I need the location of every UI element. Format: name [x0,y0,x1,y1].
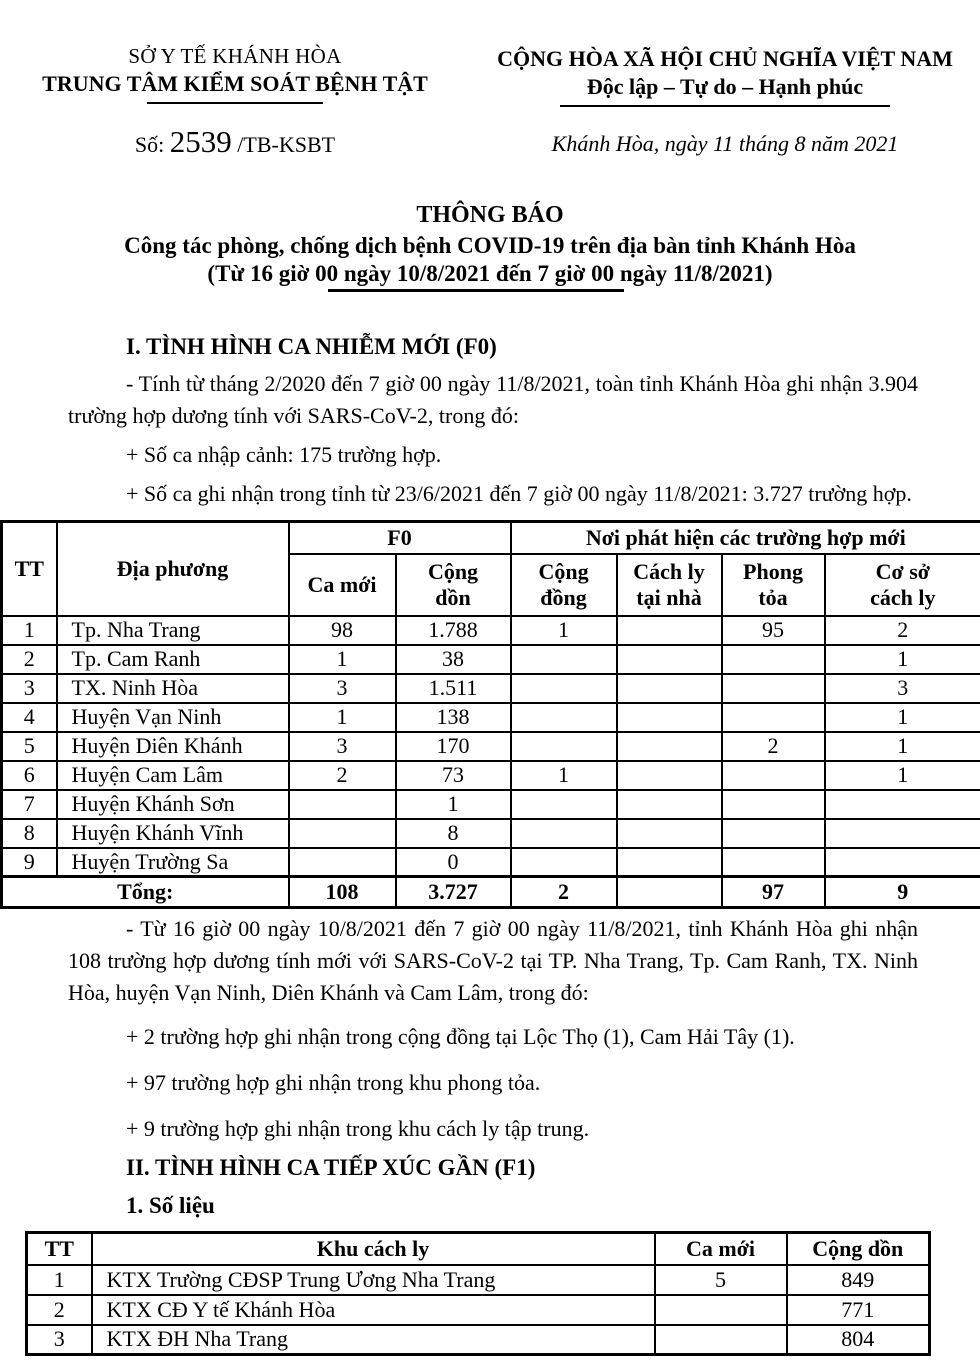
table-row [2,819,980,848]
cell-home [617,819,722,848]
t2-header-new: Ca mới [655,1233,787,1265]
document-number [0,124,470,160]
national-motto-line1: CỘNG HÒA XÃ HỘI CHỦ NGHĨA VIỆT NAM [497,46,953,71]
cell-new: 5 [655,1265,787,1295]
cell-home [617,674,722,703]
cell-district: Tp. Nha Trang [57,616,289,645]
cell-community [511,674,617,703]
section1-bullet4: + 97 trường hợp ghi nhận trong khu phong tỏa. [126,1070,541,1095]
cell-cumulative: 849 [787,1265,930,1295]
table-row [2,674,980,703]
cell-new: 3 [289,732,396,761]
cell-home [617,790,722,819]
table-row [2,645,980,674]
cell-home [617,703,722,732]
table-row [2,790,980,819]
t1-header-cumulative: Cộng dồn [396,554,511,616]
cell-district: TX. Ninh Hòa [57,674,289,703]
cell-home [617,616,722,645]
cell-community [511,732,617,761]
section1-paragraph1: - Tính từ tháng 2/2020 đến 7 giờ 00 ngày 11/8/2021, toàn tỉnh Khánh Hòa ghi nhận 3.904 trường hợp dương tính với SARS-CoV-2, trong đó: [68,371,918,428]
cell-cumulative: 804 [787,1325,930,1355]
cell-lockdown: 95 [722,616,825,645]
t1-header-f0-group: F0 [289,522,511,554]
cell-home [617,732,722,761]
f1-quarantine-table [25,1231,931,1356]
cell-district: Huyện Khánh Vĩnh [57,819,289,848]
cell-facility [825,790,980,819]
cell-new: 2 [289,761,396,790]
cell-cumulative: 1.511 [396,674,511,703]
section1-heading: I. TÌNH HÌNH CA NHIỄM MỚI (F0) [126,334,497,359]
section1-paragraph2: - Từ 16 giờ 00 ngày 10/8/2021 đến 7 giờ 00 ngày 11/8/2021, tỉnh Khánh Hòa ghi nhận 108 trường hợp dương tính mới với SARS-CoV-2 tại TP. Nha Trang, Tp. Cam Ranh, TX. Ninh Hòa, huyện Vạn Ninh, Diên Khánh và Cam Lâm, trong đó: [68,916,918,1005]
cell-facility: 1 [825,732,980,761]
cell-new: 1 [289,645,396,674]
cell-facility: 3 [825,674,980,703]
document-title [0,202,980,292]
cell-lockdown [722,674,825,703]
cell-community [511,703,617,732]
cell-lockdown [722,703,825,732]
section2-heading: II. TÌNH HÌNH CA TIẾP XÚC GẦN (F1) [126,1155,536,1180]
t1-header-district: Địa phương [57,522,289,616]
cell-district: Huyện Vạn Ninh [57,703,289,732]
cell-tt: 8 [2,819,57,848]
cell-community [511,645,617,674]
table-row [27,1325,930,1355]
cell-community [511,819,617,848]
cell-home [617,848,722,877]
title-line2: Công tác phòng, chống dịch bệnh COVID-19 trên địa bàn tỉnh Khánh Hòa [124,233,856,258]
total-cumulative: 3.727 [396,877,511,908]
t1-header-home: Cách ly tại nhà [617,554,722,616]
cell-new: 1 [289,703,396,732]
cell-facility: 2 [825,616,980,645]
section1-bullet5: + 9 trường hợp ghi nhận trong khu cách ly tập trung. [126,1116,590,1141]
table-row [2,616,980,645]
cell-tt: 5 [2,732,57,761]
cell-tt: 9 [2,848,57,877]
cell-district: Huyện Diên Khánh [57,732,289,761]
cell-lockdown [722,761,825,790]
t1-header-location-group: Nơi phát hiện các trường hợp mới [511,522,980,554]
issuing-org-block [0,44,470,160]
cell-new: 98 [289,616,396,645]
cell-zone: KTX CĐ Y tế Khánh Hòa [92,1295,655,1325]
cell-new: 3 [289,674,396,703]
doc-number-suffix: /TB-KSBT [237,132,336,157]
org-underline [147,102,323,104]
total-label: Tổng: [2,877,289,908]
cell-cumulative: 1 [396,790,511,819]
cell-home [617,761,722,790]
cell-tt: 2 [2,645,57,674]
cell-tt: 1 [2,616,57,645]
cell-new [655,1295,787,1325]
section1-bullet1: + Số ca nhập cảnh: 175 trường hợp. [126,442,442,467]
cell-lockdown: 2 [722,732,825,761]
document-header [0,0,980,160]
t1-header-tt: TT [2,522,57,616]
section1-bullet3: + 2 trường hợp ghi nhận trong cộng đồng tại Lộc Thọ (1), Cam Hải Tây (1). [126,1024,795,1049]
cell-tt: 6 [2,761,57,790]
cell-facility: 1 [825,761,980,790]
t2-header-cumulative: Cộng dồn [787,1233,930,1265]
section2-sub-heading: 1. Số liệu [126,1193,215,1218]
cell-facility [825,819,980,848]
cell-tt: 2 [27,1295,92,1325]
table-row [2,848,980,877]
cell-tt: 3 [2,674,57,703]
table-row [2,703,980,732]
total-home [617,877,722,908]
cell-cumulative: 0 [396,848,511,877]
table-row [27,1265,930,1295]
cell-cumulative: 1.788 [396,616,511,645]
cell-district: Huyện Trường Sa [57,848,289,877]
cell-cumulative: 8 [396,819,511,848]
cell-tt: 4 [2,703,57,732]
t2-header-zone: Khu cách ly [92,1233,655,1265]
cell-community: 1 [511,761,617,790]
cell-lockdown [722,819,825,848]
cell-cumulative: 771 [787,1295,930,1325]
title-underline [328,289,624,292]
cell-lockdown [722,790,825,819]
dateline: Khánh Hòa, ngày 11 tháng 8 năm 2021 [551,131,899,156]
t1-header-lockdown: Phong tỏa [722,554,825,616]
total-community: 2 [511,877,617,908]
cell-new [289,790,396,819]
total-facility: 9 [825,877,980,908]
org-name: TRUNG TÂM KIỂM SOÁT BỆNH TẬT [42,71,428,96]
t2-header-tt: TT [27,1233,92,1265]
total-new: 108 [289,877,396,908]
cell-community [511,790,617,819]
cell-tt: 7 [2,790,57,819]
cell-district: Huyện Cam Lâm [57,761,289,790]
f0-by-district-table [0,520,980,909]
doc-number-value: 2539 [169,124,232,159]
title-line1: THÔNG BÁO [416,202,564,228]
org-parent: SỞ Y TẾ KHÁNH HÒA [128,44,342,68]
table-total-row [2,877,980,908]
cell-cumulative: 138 [396,703,511,732]
motto-underline [560,105,890,107]
cell-facility [825,848,980,877]
table-row [27,1295,930,1325]
t1-header-new: Ca mới [289,554,396,616]
cell-facility: 1 [825,703,980,732]
t1-header-facility: Cơ sở cách ly [825,554,980,616]
cell-district: Tp. Cam Ranh [57,645,289,674]
cell-lockdown [722,645,825,674]
cell-tt: 3 [27,1325,92,1355]
title-line3: (Từ 16 giờ 00 ngày 10/8/2021 đến 7 giờ 00 ngày 11/8/2021) [207,261,773,286]
total-lockdown: 97 [722,877,825,908]
cell-facility: 1 [825,645,980,674]
cell-community [511,848,617,877]
doc-number-prefix: Số: [134,132,165,157]
national-header-block [470,44,980,160]
cell-tt: 1 [27,1265,92,1295]
cell-zone: KTX ĐH Nha Trang [92,1325,655,1355]
cell-district: Huyện Khánh Sơn [57,790,289,819]
cell-new [655,1325,787,1355]
cell-lockdown [722,848,825,877]
section1-bullet2: + Số ca ghi nhận trong tỉnh từ 23/6/2021 đến 7 giờ 00 ngày 11/8/2021: 3.727 trường hợp. [126,481,912,506]
table-row [2,732,980,761]
cell-zone: KTX Trường CĐSP Trung Ương Nha Trang [92,1265,655,1295]
cell-community: 1 [511,616,617,645]
table-row [2,761,980,790]
cell-cumulative: 170 [396,732,511,761]
cell-cumulative: 73 [396,761,511,790]
cell-home [617,645,722,674]
cell-new [289,848,396,877]
national-motto-line2: Độc lập – Tự do – Hạnh phúc [586,74,864,99]
cell-cumulative: 38 [396,645,511,674]
t1-header-community: Cộng đồng [511,554,617,616]
cell-new [289,819,396,848]
